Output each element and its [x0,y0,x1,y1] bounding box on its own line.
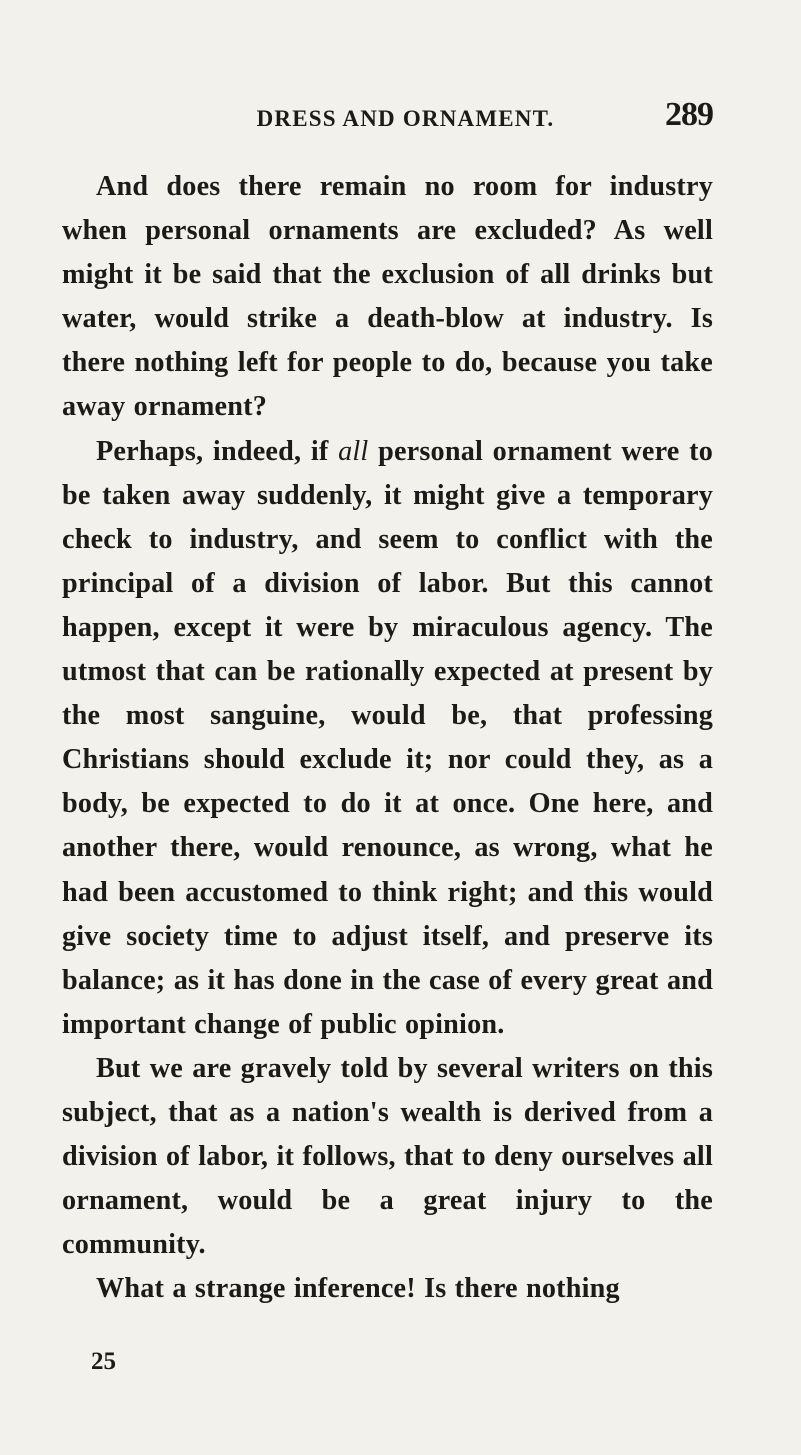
paragraph-2 [62,430,713,1047]
body-text [62,165,713,1311]
paragraph-4-text: What a strange inference! Is there nothing [96,1273,620,1305]
paragraph-3-text: But we are gravely told by several writers on this subject, that as a nation's wealth is derived from a division of labor, it follows, that to deny ourselves all ornament, would be a great injury to the community. [62,1052,713,1261]
paragraph-2-text-start: Perhaps, indeed, if [96,435,339,467]
paragraph-4 [62,1267,713,1311]
signature-mark: 25 [91,1348,116,1375]
page-number: 289 [665,96,713,133]
paragraph-3 [62,1047,713,1267]
running-title: DRESS AND ORNAMENT. [256,106,555,131]
running-head [98,96,713,140]
paragraph-1 [62,165,713,430]
paragraph-2-text-end: personal ornament were to be taken away suddenly, it might give a temporary check to industry, and seem to conflict with the principal of a division of labor. But this cannot happen, except it were by miraculous agency. The utmost that can be rationally expected at present by the most sanguine, would be, that professing Christians should exclude it; nor could they, as a body, be expected to do it at once. One here, and another there, would renounce, as wrong, what he had been accustomed to think right; and this would give society time to adjust itself, and preserve its balance; as it has done in the case of every great and important change of public opinion. [62,435,713,1040]
paragraph-1-text: And does there remain no room for industry when personal ornaments are excluded? As well might it be said that the exclusion of all drinks but water, would strike a death-blow at industry. Is there nothing left for people to do, because you take away ornament? [62,171,713,423]
paragraph-2-emphasis: all [338,435,369,467]
